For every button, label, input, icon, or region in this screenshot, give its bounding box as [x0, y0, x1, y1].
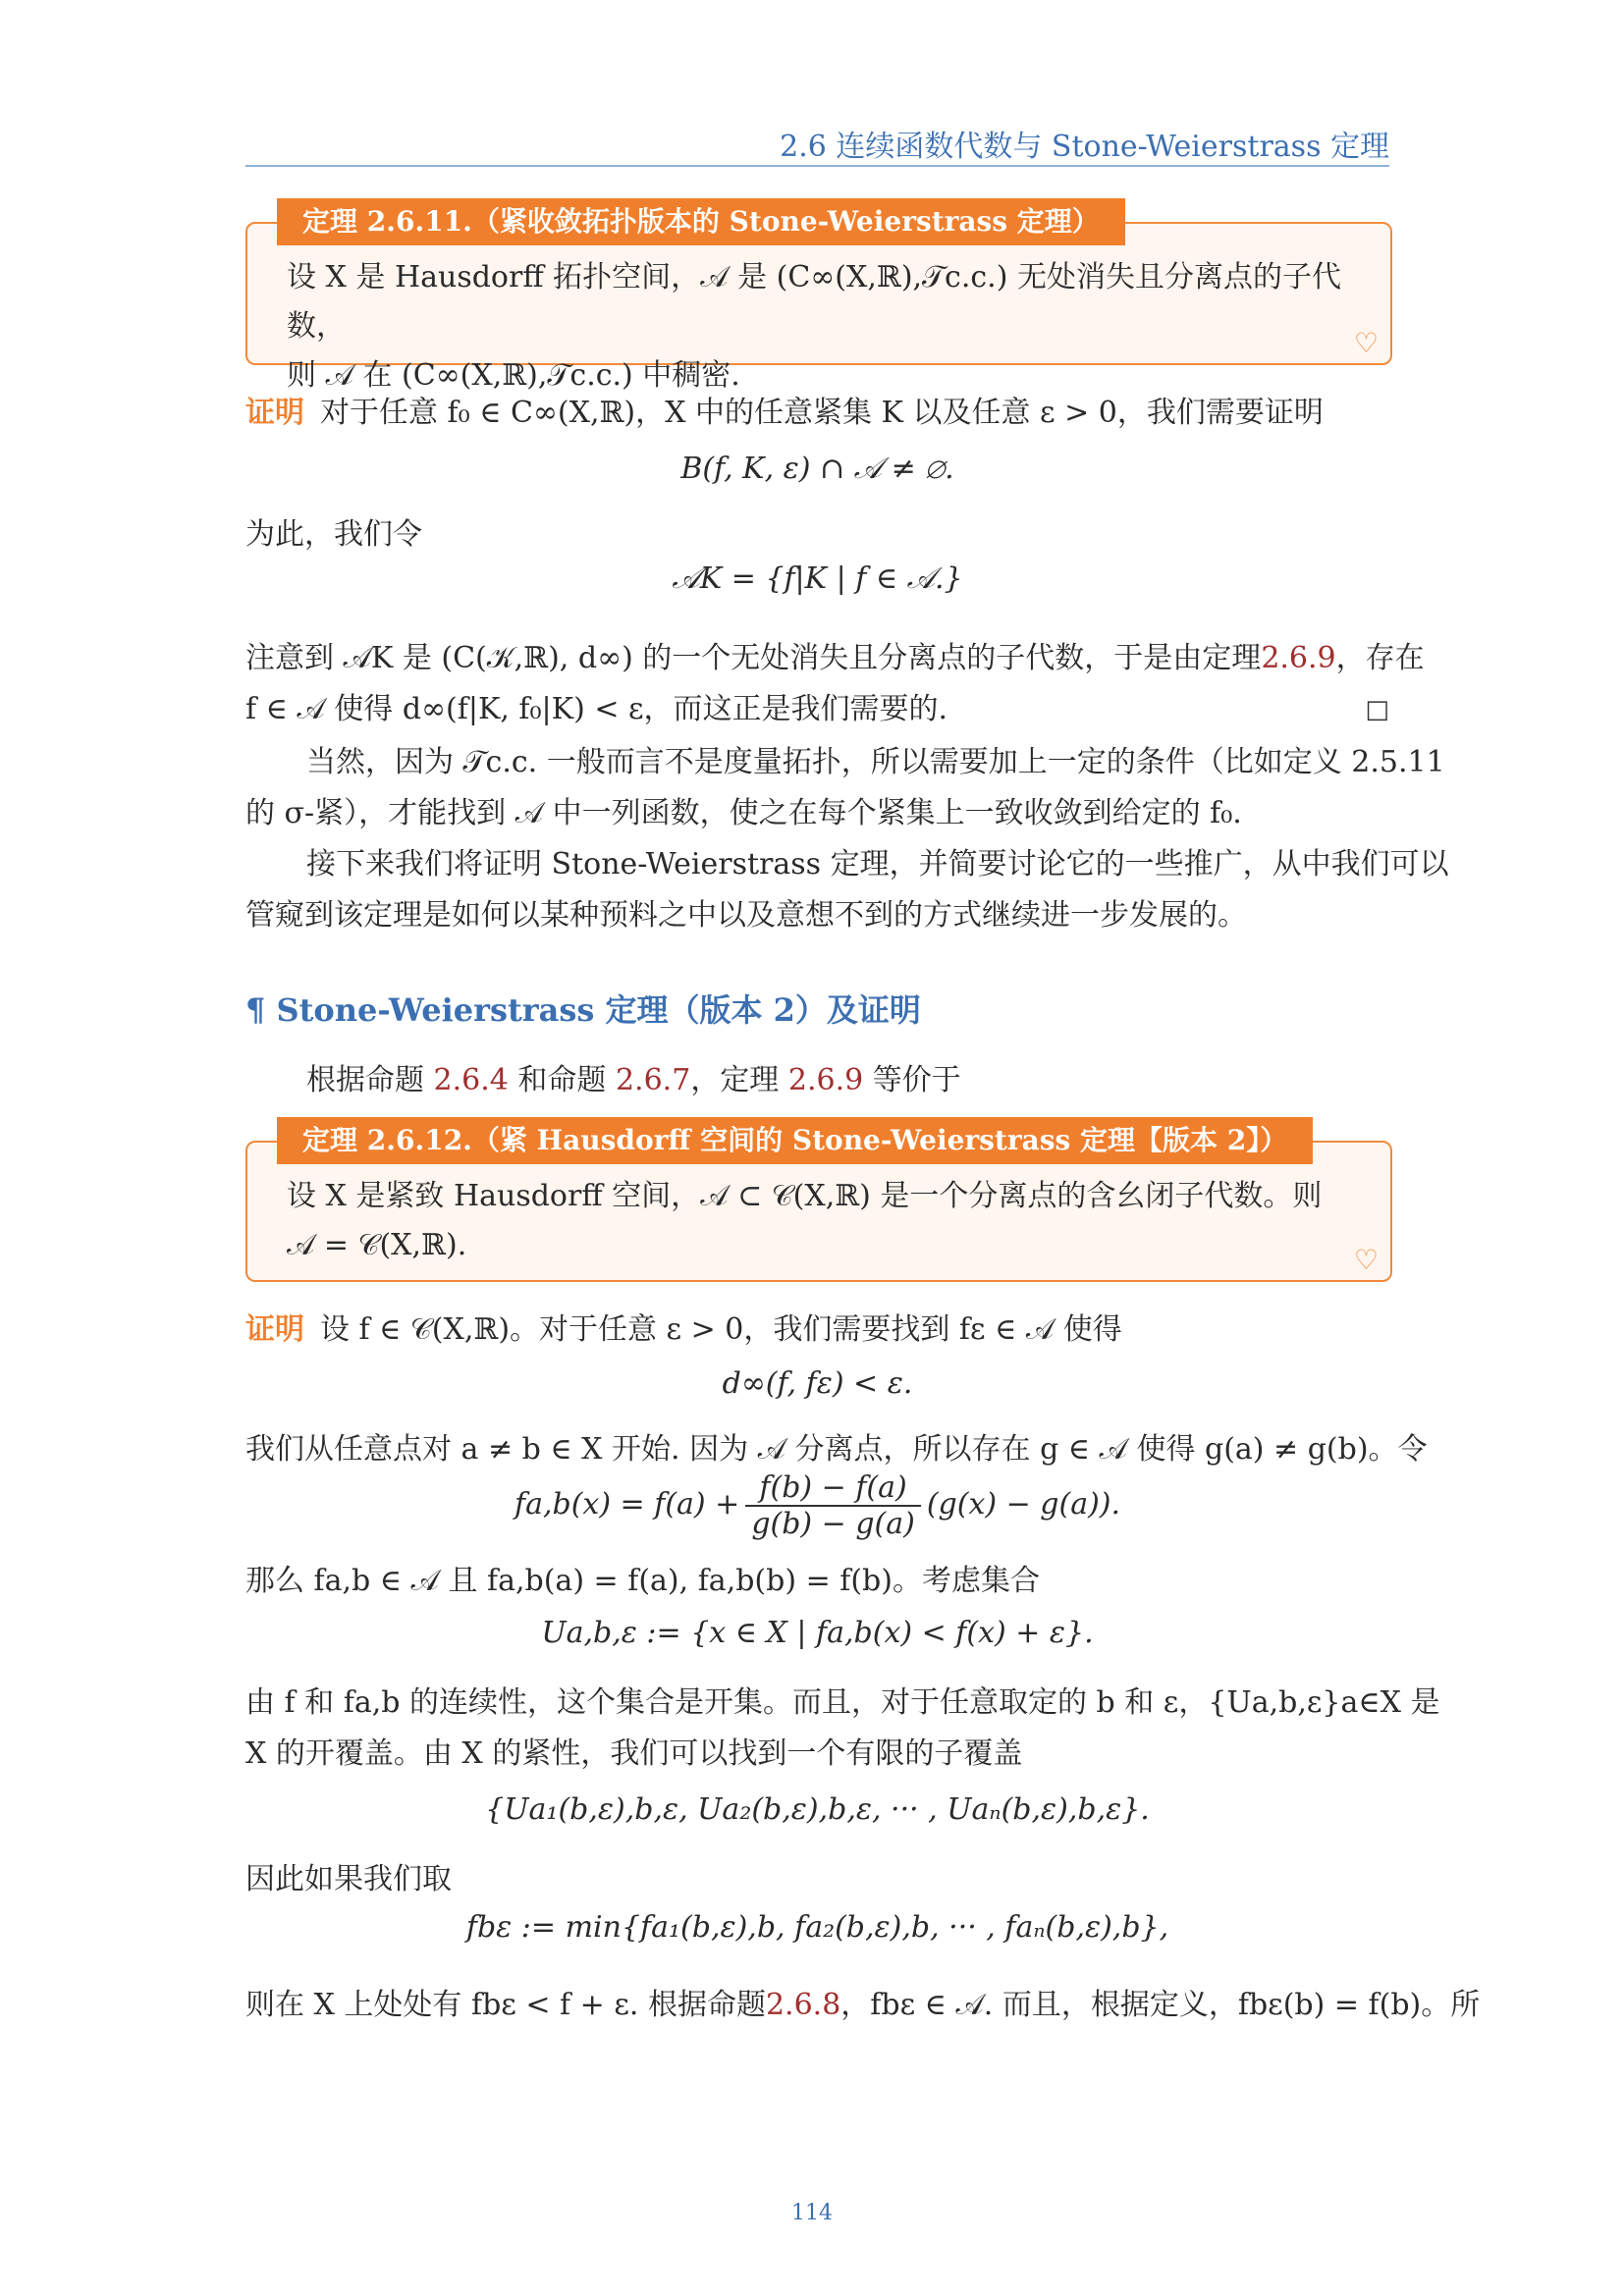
proof-1-line-2: 为此，我们令: [245, 517, 422, 552]
theorem-tag: 定理 2.6.12.（紧 Hausdorff 空间的 Stone-Weierstrass 定理【版本 2】）: [277, 1117, 1313, 1164]
proof-1-line-4: [245, 685, 1389, 734]
fraction-numerator: f(b) − f(a): [745, 1470, 921, 1507]
proof-1-line-3: [245, 634, 1425, 683]
theorem-tag: 定理 2.6.11.（紧收敛拓扑版本的 Stone-Weierstrass 定理）: [277, 198, 1125, 245]
equation-distance: d∞(f, fε) < ε.: [722, 1366, 913, 1401]
text-fragment: ，存在: [1335, 641, 1425, 675]
proof-2-line-3: 那么 fa,b ∈ 𝒜 且 fa,b(a) = f(a), fa,b(b) = f(b)。考虑集合: [245, 1564, 1040, 1598]
proof-1-line-1: [245, 389, 1389, 438]
text-fragment: 和命题: [508, 1063, 616, 1097]
remark-line-4: 管窥到该定理是如何以某种预料之中以及意想不到的方式继续进一步发展的。: [245, 898, 1247, 933]
text-fragment: 则在 X 上处处有 fbε < f + ε. 根据命题: [245, 1988, 766, 2022]
theorem-box-2-6-12: [245, 1124, 1392, 1282]
proof-label: 证明: [245, 1312, 304, 1347]
equation-ball-intersection: B(f, K, ε) ∩ 𝒜 ≠ ∅.: [680, 452, 954, 486]
text-fragment: ，定理: [690, 1063, 788, 1097]
equation-finite-subcover: {Ua₁(b,ε),b,ε, Ua₂(b,ε),b,ε, ··· , Uaₙ(b,ε),b,ε}.: [485, 1792, 1150, 1827]
remark-line-1: 当然，因为 𝒯c.c. 一般而言不是度量拓扑，所以需要加上一定的条件（比如定义 2.5.11: [306, 745, 1445, 779]
proof-2-line-7: [245, 1981, 1481, 2030]
theorem-line-2: 则 𝒜 在 (C∞(X,ℝ),𝒯c.c.) 中稠密.: [287, 358, 740, 393]
theorem-body: [287, 1172, 1351, 1270]
heart-icon: ♡: [1353, 1244, 1379, 1276]
page-number: 114: [791, 2201, 833, 2225]
equation-restriction-algebra: 𝒜K = {f|K | f ∈ 𝒜.}: [672, 561, 963, 596]
ref-theorem-2-6-9[interactable]: 2.6.9: [1261, 641, 1336, 675]
eq-rhs: (g(x) − g(a)).: [926, 1487, 1121, 1522]
proof-text: 设 f ∈ 𝒞(X,ℝ)。对于任意 ε > 0，我们需要找到 fε ∈ 𝒜 使得: [320, 1312, 1122, 1347]
ref-prop-2-6-7[interactable]: 2.6.7: [615, 1063, 691, 1097]
fraction: [745, 1470, 921, 1541]
proof-2-line-2: 我们从任意点对 a ≠ b ∈ X 开始. 因为 𝒜 分离点，所以存在 g ∈ 𝒜 使得 g(a) ≠ g(b)。令: [245, 1432, 1428, 1467]
remark-line-3: 接下来我们将证明 Stone-Weierstrass 定理，并简要讨论它的一些推广，从中我们可以: [306, 847, 1449, 881]
proof-2-line-1: [245, 1306, 1389, 1355]
theorem-line-1: 设 X 是紧致 Hausdorff 空间，𝒜 ⊂ 𝒞(X,ℝ) 是一个分离点的含幺闭子代数。则: [287, 1179, 1323, 1213]
equation-min-function: fbε := min{fa₁(b,ε),b, fa₂(b,ε),b, ··· , faₙ(b,ε),b},: [465, 1910, 1169, 1945]
theorem-line-1: 设 X 是 Hausdorff 拓扑空间，𝒜 是 (C∞(X,ℝ),𝒯c.c.) 无处消失且分离点的子代数，: [287, 260, 1341, 344]
text-fragment: 注意到 𝒜K 是 (C(𝒦,ℝ), d∞) 的一个无处消失且分离点的子代数，于是由定理: [245, 641, 1262, 675]
remark-line-2: 的 σ-紧），才能找到 𝒜 中一列函数，使之在每个紧集上一致收敛到给定的 f₀.: [245, 796, 1242, 830]
eq-lhs: fa,b(x) = f(a) +: [514, 1487, 740, 1522]
proof-text: 对于任意 f₀ ∈ C∞(X,ℝ)，X 中的任意紧集 K 以及任意 ε > 0，我们需要证明: [320, 396, 1324, 430]
ref-prop-2-6-8[interactable]: 2.6.8: [765, 1988, 841, 2022]
ref-prop-2-6-4[interactable]: 2.6.4: [433, 1063, 509, 1097]
theorem-line-2: 𝒜 = 𝒞(X,ℝ).: [287, 1228, 467, 1262]
qed-symbol: □: [1365, 695, 1389, 724]
proof-2-line-6: 因此如果我们取: [245, 1862, 452, 1896]
ref-theorem-2-6-9[interactable]: 2.6.9: [787, 1063, 864, 1097]
proof-2-line-5: X 的开覆盖。由 X 的紧性，我们可以找到一个有限的子覆盖: [245, 1736, 1023, 1771]
equation-fab-definition: [245, 1470, 1389, 1541]
text-fragment: ，fbε ∈ 𝒜. 而且，根据定义，fbε(b) = f(b)。所: [840, 1988, 1481, 2022]
proof-2-line-4: 由 f 和 fa,b 的连续性，这个集合是开集。而且，对于任意取定的 b 和 ε，{Ua,b,ε}a∈X 是: [245, 1685, 1440, 1720]
heart-icon: ♡: [1353, 327, 1379, 359]
theorem-box-2-6-11: [245, 205, 1392, 393]
section-heading: ¶ Stone-Weierstrass 定理（版本 2）及证明: [245, 991, 921, 1029]
running-header: 2.6 连续函数代数与 Stone-Weierstrass 定理: [245, 122, 1389, 167]
intro-line: [245, 1056, 1389, 1105]
fraction-denominator: g(b) − g(a): [751, 1507, 915, 1541]
equation-open-set: Ua,b,ε := {x ∈ X | fa,b(x) < f(x) + ε}.: [541, 1616, 1094, 1650]
theorem-body: [287, 253, 1351, 400]
text-fragment: 等价于: [863, 1063, 961, 1097]
text-fragment: f ∈ 𝒜 使得 d∞(f|K, f₀|K) < ε，而这正是我们需要的.: [245, 692, 948, 726]
proof-label: 证明: [245, 396, 304, 430]
text-fragment: 根据命题: [306, 1063, 434, 1097]
